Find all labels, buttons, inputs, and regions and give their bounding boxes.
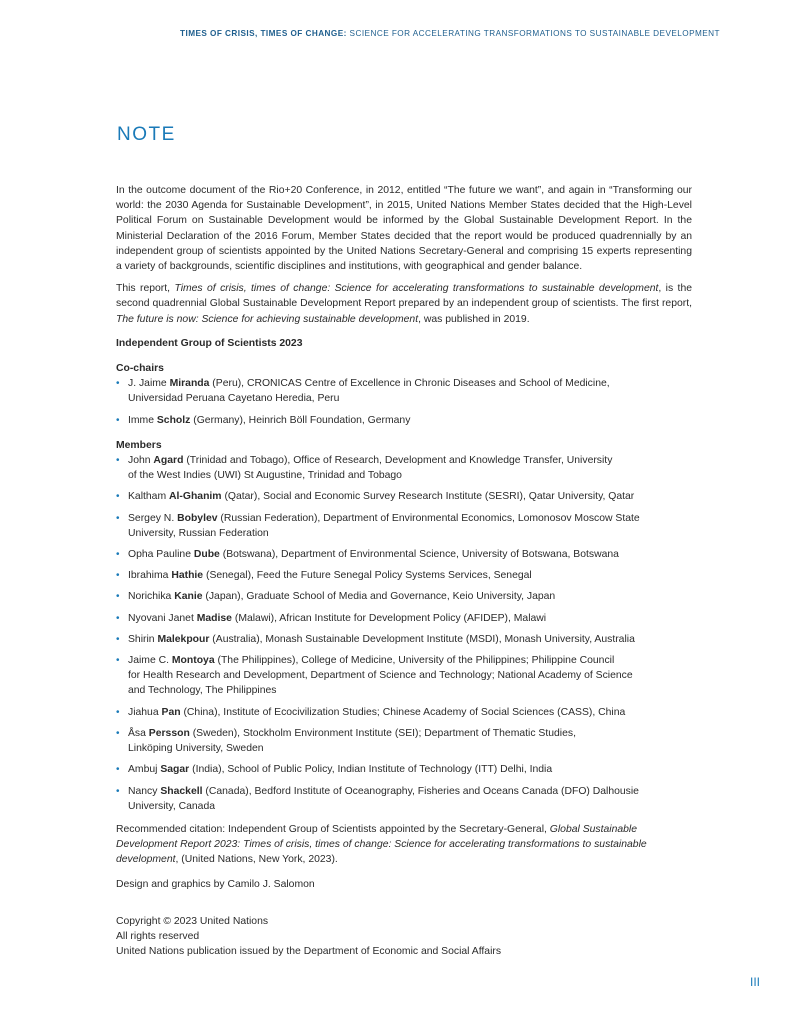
affiliation: (Germany), Heinrich Böll Foundation, Germany bbox=[190, 414, 411, 426]
given-name: Shirin bbox=[128, 633, 158, 645]
person-line-2: Universidad Peruana Cayetano Heredia, Peru bbox=[128, 393, 340, 405]
person-list-item bbox=[116, 489, 692, 504]
affiliation: (Malawi), African Institute for Development Policy (AFIDEP), Malawi bbox=[231, 612, 547, 624]
person-line-2: University, Russian Federation bbox=[128, 527, 269, 539]
person-list-item bbox=[116, 511, 692, 541]
copyright-line: Copyright © 2023 United Nations bbox=[116, 915, 269, 927]
person-line-1 bbox=[128, 376, 692, 391]
person-line-1 bbox=[128, 547, 692, 562]
affiliation: (Senegal), Feed the Future Senegal Policy Systems Services, Senegal bbox=[203, 570, 532, 582]
affiliation: (Trinidad and Tobago), Office of Research, Development and Knowledge Transfer, University bbox=[183, 455, 613, 467]
surname: Pan bbox=[161, 706, 181, 718]
publication-line: United Nations publication issued by the Department of Economic and Social Affairs bbox=[116, 946, 502, 958]
group-heading: Independent Group of Scientists 2023 bbox=[116, 337, 303, 349]
affiliation: (Botswana), Department of Environmental Science, University of Botswana, Botswana bbox=[219, 549, 619, 561]
design-credit: Design and graphics by Camilo J. Salomon bbox=[116, 878, 315, 890]
given-name: Kaltham bbox=[128, 491, 170, 503]
report-text-1: This report, bbox=[116, 283, 175, 295]
surname: Scholz bbox=[156, 414, 191, 426]
bullet-icon: • bbox=[116, 570, 120, 582]
bullet-icon: • bbox=[116, 633, 120, 645]
affiliation: (Qatar), Social and Economic Survey Research Institute (SESRI), Qatar University, Qatar bbox=[221, 491, 635, 503]
cochairs-list bbox=[116, 376, 692, 428]
person-line-1 bbox=[128, 726, 692, 741]
person-list-item bbox=[116, 653, 692, 699]
bullet-icon: • bbox=[116, 727, 120, 739]
members-list bbox=[116, 453, 692, 814]
citation-text-1: Recommended citation: Independent Group of Scientists appointed by the Secretary-General, bbox=[116, 823, 550, 835]
surname: Sagar bbox=[160, 764, 190, 776]
given-name: Ambuj bbox=[128, 764, 161, 776]
bullet-icon: • bbox=[116, 455, 120, 467]
given-name: Nancy bbox=[128, 785, 161, 797]
person-list-item bbox=[116, 632, 692, 647]
affiliation: (The Philippines), College of Medicine, University of the Philippines; Philippine Council bbox=[214, 655, 615, 667]
document-body bbox=[116, 183, 692, 959]
affiliation: (Canada), Bedford Institute of Oceanography, Fisheries and Oceans Canada (DFO) Dalhousie bbox=[202, 785, 639, 797]
bullet-icon: • bbox=[116, 655, 120, 667]
affiliation: (Sweden), Stockholm Environment Institute (SEI); Department of Thematic Studies, bbox=[189, 727, 576, 739]
surname: Al-Ghanim bbox=[169, 491, 222, 503]
person-list-item bbox=[116, 413, 692, 428]
bullet-icon: • bbox=[116, 785, 120, 797]
surname: Bobylev bbox=[177, 512, 218, 524]
person-line-1 bbox=[128, 653, 692, 668]
affiliation: (Peru), CRONICAS Centre of Excellence in Chronic Diseases and School of Medicine, bbox=[209, 378, 610, 390]
affiliation: (Australia), Monash Sustainable Development Institute (MSDI), Monash University, Australia bbox=[209, 633, 635, 645]
report-title: Times of crisis, times of change: Science for accelerating transformations to sustainable development bbox=[174, 283, 659, 295]
bullet-icon: • bbox=[116, 612, 120, 624]
person-line-1 bbox=[128, 489, 692, 504]
cochairs-heading: Co-chairs bbox=[116, 363, 164, 375]
running-header-bold: TIMES OF CRISIS, TIMES OF CHANGE: bbox=[180, 29, 347, 38]
rights-line: All rights reserved bbox=[116, 930, 200, 942]
person-line-2: of the West Indies (UWI) St Augustine, Trinidad and Tobago bbox=[128, 470, 402, 482]
citation-title: Global Sustainable Development Report 2023: Times of crisis, times of change: Science for accelerating transformations to sustainable development bbox=[116, 823, 647, 866]
given-name: Norichika bbox=[128, 591, 175, 603]
page-number: III bbox=[750, 975, 761, 989]
person-line-1 bbox=[128, 611, 692, 626]
given-name: J. Jaime bbox=[128, 378, 170, 390]
given-name: Jiahua bbox=[128, 706, 162, 718]
affiliation: (Russian Federation), Department of Environmental Economics, Lomonosov Moscow State bbox=[217, 512, 640, 524]
person-line-1 bbox=[128, 632, 692, 647]
surname: Hathie bbox=[171, 570, 204, 582]
affiliation: (China), Institute of Ecocivilization Studies; Chinese Academy of Social Sciences (CASS), China bbox=[180, 706, 626, 718]
given-name: Jaime C. bbox=[128, 655, 172, 667]
person-list-item bbox=[116, 784, 692, 814]
person-line-1 bbox=[128, 453, 692, 468]
running-header bbox=[180, 29, 720, 38]
surname: Shackell bbox=[160, 785, 203, 797]
person-line-1 bbox=[128, 762, 692, 777]
person-line-1 bbox=[128, 589, 692, 604]
person-line-1 bbox=[128, 413, 692, 428]
person-line-1 bbox=[128, 784, 692, 799]
person-line-1 bbox=[128, 511, 692, 526]
given-name: Nyovani Janet bbox=[128, 612, 197, 624]
person-list-item bbox=[116, 547, 692, 562]
person-list-item bbox=[116, 568, 692, 583]
person-list-item bbox=[116, 376, 692, 406]
given-name: Opha Pauline bbox=[128, 549, 194, 561]
surname: Kanie bbox=[174, 591, 203, 603]
report-text-3: , was published in 2019. bbox=[418, 313, 530, 325]
intro-paragraph: In the outcome document of the Rio+20 Conference, in 2012, entitled “The future we want”, and again in “Transforming our world: the 2030 Agenda for Sustainable Development”, in 2015, United Nations Member States decided that the High-Level Political Forum on Sustainable Development would be informed by the Global Sustainable Development Report. In the Ministerial Declaration of the 2016 Forum, Member States decided that the report would be produced quadrennially by an independent group of scientists appointed by the United Nations Secretary-General and comprising 15 experts representing a variety of backgrounds, scientific disciplines and institutions, with geographical and gender balance. bbox=[116, 185, 692, 273]
recommended-citation bbox=[116, 822, 692, 868]
given-name: John bbox=[128, 455, 154, 467]
given-name: Sergey N. bbox=[128, 512, 178, 524]
report-text-2: , is the second quadrennial Global Sustainable Development Report prepared by an independent group of scientists. The first report, bbox=[116, 283, 692, 310]
person-line-1 bbox=[128, 705, 692, 720]
person-list-item bbox=[116, 589, 692, 604]
person-line-2: for Health Research and Development, Department of Science and Technology; National Academy of Science bbox=[128, 670, 633, 682]
bullet-icon: • bbox=[116, 764, 120, 776]
person-line-2: Linköping University, Sweden bbox=[128, 743, 264, 755]
surname: Miranda bbox=[169, 378, 210, 390]
first-report-title: The future is now: Science for achieving sustainable development bbox=[116, 313, 419, 325]
person-list-item bbox=[116, 611, 692, 626]
person-line-2: University, Canada bbox=[128, 800, 216, 812]
person-list-item bbox=[116, 726, 692, 756]
running-header-rest: SCIENCE FOR ACCELERATING TRANSFORMATIONS TO SUSTAINABLE DEVELOPMENT bbox=[346, 29, 720, 38]
surname: Agard bbox=[153, 455, 184, 467]
surname: Madise bbox=[196, 612, 232, 624]
given-name: Åsa bbox=[128, 727, 149, 739]
person-list-item bbox=[116, 762, 692, 777]
bullet-icon: • bbox=[116, 414, 120, 426]
bullet-icon: • bbox=[116, 591, 120, 603]
person-list-item bbox=[116, 453, 692, 483]
surname: Montoya bbox=[171, 655, 215, 667]
members-heading: Members bbox=[116, 439, 162, 451]
bullet-icon: • bbox=[116, 706, 120, 718]
affiliation: (Japan), Graduate School of Media and Governance, Keio University, Japan bbox=[202, 591, 556, 603]
person-line-3: and Technology, The Philippines bbox=[128, 685, 277, 697]
surname: Dube bbox=[193, 549, 220, 561]
given-name: Imme bbox=[128, 414, 157, 426]
report-paragraph bbox=[116, 281, 692, 327]
bullet-icon: • bbox=[116, 549, 120, 561]
bullet-icon: • bbox=[116, 512, 120, 524]
citation-text-2: , (United Nations, New York, 2023). bbox=[175, 854, 338, 866]
person-list-item bbox=[116, 705, 692, 720]
given-name: Ibrahima bbox=[128, 570, 172, 582]
surname: Malekpour bbox=[157, 633, 210, 645]
person-line-1 bbox=[128, 568, 692, 583]
copyright-block bbox=[116, 914, 692, 960]
bullet-icon: • bbox=[116, 491, 120, 503]
surname: Persson bbox=[148, 727, 190, 739]
affiliation: (India), School of Public Policy, Indian Institute of Technology (ITT) Delhi, India bbox=[189, 764, 553, 776]
page-title: NOTE bbox=[117, 124, 176, 145]
bullet-icon: • bbox=[116, 378, 120, 390]
